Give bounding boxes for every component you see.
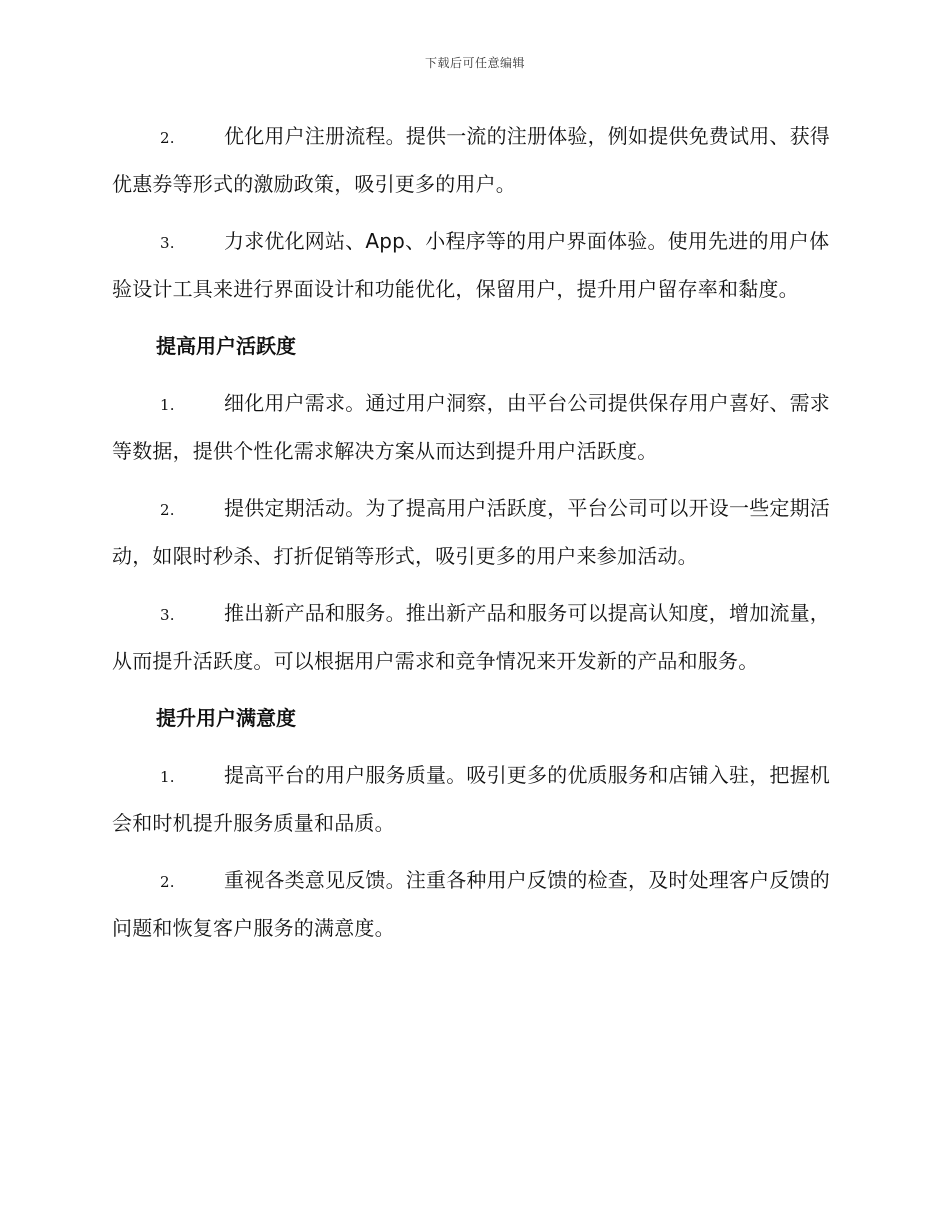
list-item-text: 提供定期活动。为了提高用户活跃度，平台公司可以开设一些定期活动，如限时秒杀、打折促销等形式，吸引更多的用户来参加活动。	[112, 496, 830, 568]
section-heading: 提升用户满意度	[156, 706, 296, 730]
list-item-number: 3.	[160, 606, 175, 624]
list-item	[112, 380, 836, 474]
list-item-text: 力求优化网站、App、小程序等的用户界面体验。使用先进的用户体验设计工具来进行界面设计和功能优化，保留用户，提升用户留存率和黏度。	[112, 229, 830, 301]
list-item-text: 优化用户注册流程。提供一流的注册体验，例如提供免费试用、获得优惠券等形式的激励政策，吸引更多的用户。	[112, 124, 830, 196]
list-item	[112, 752, 836, 846]
document-body	[112, 113, 836, 962]
list-item-number: 2.	[160, 873, 175, 891]
page-header: 下载后可任意编辑	[424, 56, 525, 70]
list-item	[112, 113, 836, 207]
list-item-number: 1.	[160, 768, 175, 786]
list-item	[112, 857, 836, 951]
list-item	[112, 218, 836, 312]
list-item-text: 重视各类意见反馈。注重各种用户反馈的检查，及时处理客户反馈的问题和恢复客户服务的满意度。	[112, 868, 830, 940]
list-item-text: 推出新产品和服务。推出新产品和服务可以提高认知度，增加流量，从而提升活跃度。可以根据用户需求和竞争情况来开发新的产品和服务。	[112, 601, 830, 673]
list-item-number: 1.	[160, 396, 175, 414]
list-item-number: 2.	[160, 129, 175, 147]
list-item	[112, 590, 836, 684]
list-item-text: 提高平台的用户服务质量。吸引更多的优质服务和店铺入驻，把握机会和时机提升服务质量和品质。	[112, 763, 830, 835]
list-item-number: 3.	[160, 234, 175, 252]
section-heading: 提高用户活跃度	[156, 334, 296, 358]
list-item	[112, 485, 836, 579]
list-item-text: 细化用户需求。通过用户洞察，由平台公司提供保存用户喜好、需求等数据，提供个性化需求解决方案从而达到提升用户活跃度。	[112, 391, 830, 463]
list-item-number: 2.	[160, 501, 175, 519]
